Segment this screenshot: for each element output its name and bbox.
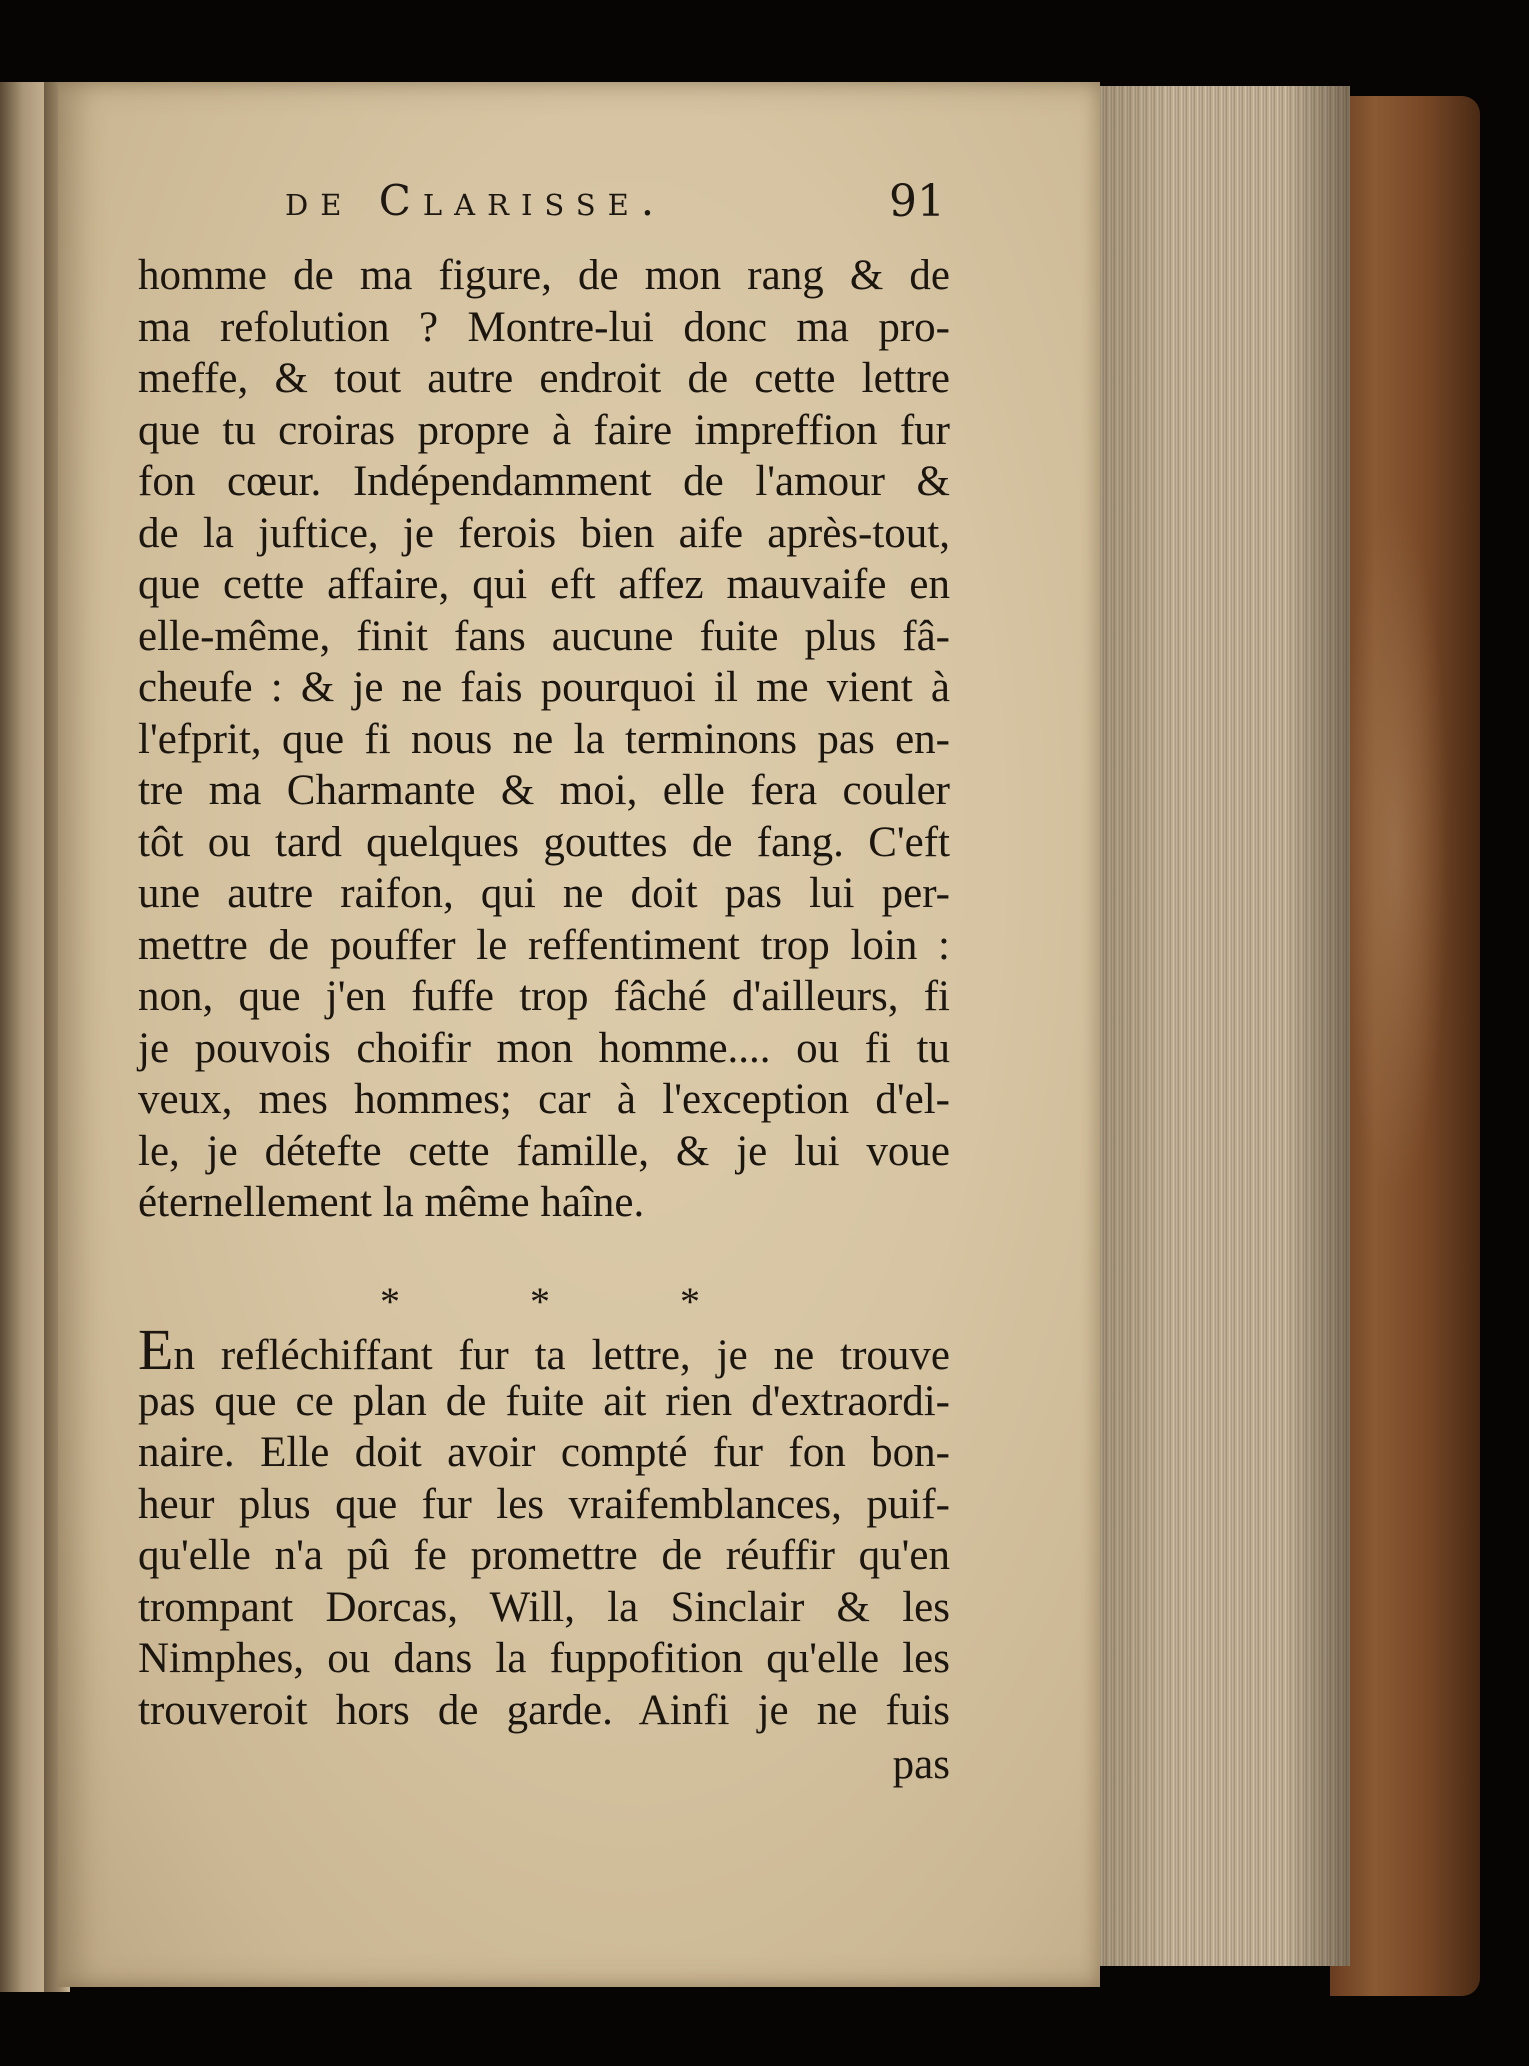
asterisk: * (530, 1279, 550, 1324)
text-line: trompant Dorcas, Will, la Sinclair & les (138, 1583, 950, 1631)
running-title: de Clarisse. (285, 176, 667, 225)
asterisk: * (680, 1279, 700, 1324)
cover-wear (1340, 500, 1450, 1200)
text-line: tôt ou tard quelques gouttes de fang. C'eft (138, 818, 950, 866)
text-line: ma refolution ? Montre-lui donc ma pro- (138, 303, 950, 351)
initial-letter: E (138, 1317, 174, 1382)
text-line: pas que ce plan de fuite ait rien d'extraordi- (138, 1377, 950, 1425)
text-line: heur plus que fur les vraifemblances, puif- (138, 1480, 950, 1528)
text-line: mettre de pouffer le reffentiment trop loin : (138, 921, 950, 969)
text-line: naire. Elle doit avoir compté fur fon bon- (138, 1429, 950, 1476)
text-line: que cette affaire, qui eft affez mauvaife en (138, 561, 950, 608)
text-line: cheufe : & je ne fais pourquoi il me vient à (138, 664, 950, 711)
text-line: homme de ma figure, de mon rang & de (138, 252, 950, 299)
text-line: de la juftice, je ferois bien aife après-tout, (138, 509, 950, 557)
text-line: le, je détefte cette famille, & je lui voue (138, 1127, 950, 1175)
text-line: non, que j'en fuffe trop fâché d'ailleurs, fi (138, 973, 950, 1020)
text-line: Nimphes, ou dans la fuppofition qu'elle les (138, 1635, 950, 1682)
text-line: je pouvois choifir mon homme.... ou fi tu (138, 1024, 950, 1072)
text-line: tre ma Charmante & moi, elle fera couler (138, 767, 950, 814)
section-separator (380, 1278, 700, 1325)
asterisk: * (380, 1279, 400, 1324)
left-page-edge (0, 82, 50, 1992)
text-line: l'efprit, que fi nous ne la terminons pas en- (138, 715, 950, 763)
first-line-text: n refléchiffant fur ta lettre, je ne trouve (173, 1332, 950, 1379)
text-line: elle-même, finit fans aucune fuite plus fâ- (138, 612, 950, 660)
text-line: une autre raifon, qui ne doit pas lui per- (138, 870, 950, 917)
text-line: fon cœur. Indépendamment de l'amour & (138, 458, 950, 505)
text-line (138, 1317, 950, 1382)
text-line: trouveroit hors de garde. Ainfi je ne fuis (138, 1686, 950, 1734)
text-line: meffe, & tout autre endroit de cette lettre (138, 355, 950, 402)
catchword: pas (892, 1741, 950, 1788)
text-line: éternellement la même haîne. (138, 1179, 645, 1226)
paragraph-2 (138, 1317, 950, 1736)
text-line: que tu croiras propre à faire impreffion fur (138, 406, 950, 454)
paragraph-1 (138, 250, 950, 1229)
page-block-shade (1092, 86, 1350, 1966)
running-head (285, 176, 945, 236)
page-number: 91 (889, 176, 945, 227)
text-line: qu'elle n'a pû fe promettre de réuffir qu'en (138, 1532, 950, 1579)
text-line: veux, mes hommes; car à l'exception d'el- (138, 1076, 950, 1123)
